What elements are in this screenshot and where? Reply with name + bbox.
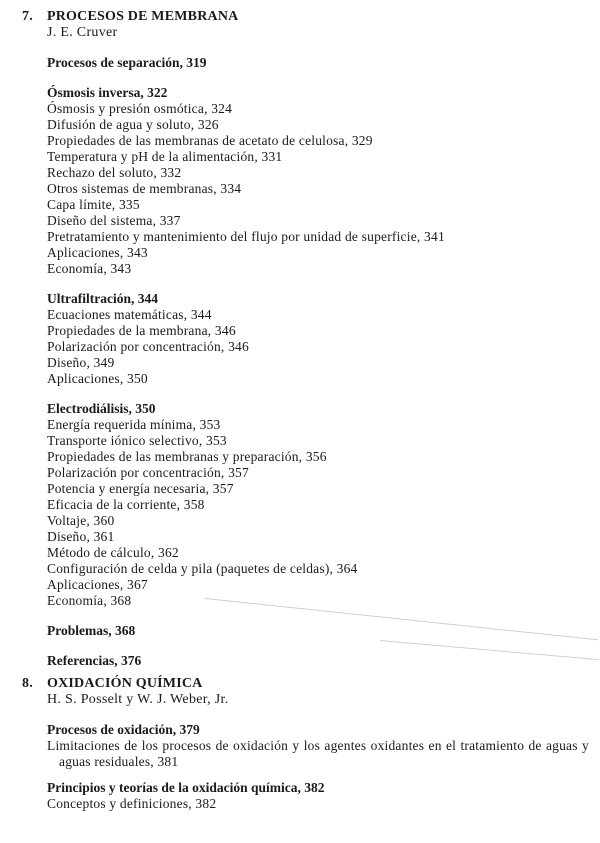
chapter-7 bbox=[22, 9, 582, 669]
toc-entry: Pretratamiento y mantenimiento del flujo por unidad de superficie, 341 bbox=[47, 229, 445, 244]
toc-entry: Conceptos y definiciones, 382 bbox=[47, 796, 217, 811]
section-procesos-separacion bbox=[47, 55, 582, 71]
chapter-title: PROCESOS DE MEMBRANA bbox=[47, 9, 239, 24]
section-problemas bbox=[47, 623, 582, 639]
toc-entry: Difusión de agua y soluto, 326 bbox=[47, 117, 219, 132]
chapter-number: 8. bbox=[22, 676, 33, 691]
toc-entry: Limitaciones de los procesos de oxidación y los agentes oxidantes en el tratamiento de aguas y aguas residuales, 381 bbox=[47, 738, 589, 769]
toc-entry: Temperatura y pH de la alimentación, 331 bbox=[47, 149, 283, 164]
section-electrodialisis bbox=[47, 401, 582, 609]
section-heading: Ultrafiltración, 344 bbox=[47, 291, 158, 306]
toc-entry: Propiedades de las membranas y preparación, 356 bbox=[47, 449, 327, 464]
toc-entry: Rechazo del soluto, 332 bbox=[47, 165, 182, 180]
chapter-8 bbox=[22, 676, 589, 812]
toc-entry: Potencia y energía necesaria, 357 bbox=[47, 481, 234, 496]
section-referencias bbox=[47, 653, 582, 669]
section-heading: Electrodiálisis, 350 bbox=[47, 401, 156, 416]
toc-entry: Diseño, 349 bbox=[47, 355, 115, 370]
toc-entry: Eficacia de la corriente, 358 bbox=[47, 497, 205, 512]
toc-entry: Propiedades de las membranas de acetato de celulosa, 329 bbox=[47, 133, 373, 148]
section-heading: Principios y teorías de la oxidación química, 382 bbox=[47, 780, 325, 795]
toc-entry: Polarización por concentración, 346 bbox=[47, 339, 249, 354]
section-osmosis-inversa bbox=[47, 85, 582, 277]
section-heading: Procesos de separación, 319 bbox=[47, 55, 207, 70]
toc-entry: Energía requerida mínima, 353 bbox=[47, 417, 221, 432]
chapter-author: H. S. Posselt y W. J. Weber, Jr. bbox=[47, 692, 229, 707]
toc-entry: Voltaje, 360 bbox=[47, 513, 115, 528]
section-procesos-oxidacion bbox=[47, 722, 589, 770]
toc-entry: Método de cálculo, 362 bbox=[47, 545, 179, 560]
toc-entry: Aplicaciones, 343 bbox=[47, 245, 148, 260]
section-heading: Ósmosis inversa, 322 bbox=[47, 85, 168, 100]
toc-entry: Propiedades de la membrana, 346 bbox=[47, 323, 236, 338]
toc-entry: Capa límite, 335 bbox=[47, 197, 140, 212]
section-ultrafiltracion bbox=[47, 291, 582, 387]
toc-entry: Diseño del sistema, 337 bbox=[47, 213, 181, 228]
toc-entry: Ecuaciones matemáticas, 344 bbox=[47, 307, 212, 322]
toc-entry: Otros sistemas de membranas, 334 bbox=[47, 181, 242, 196]
chapter-header bbox=[22, 676, 582, 692]
toc-entry: Diseño, 361 bbox=[47, 529, 115, 544]
chapter-author: J. E. Cruver bbox=[47, 25, 118, 40]
chapter-number: 7. bbox=[22, 9, 33, 24]
section-heading: Problemas, 368 bbox=[47, 623, 136, 638]
toc-entry: Aplicaciones, 350 bbox=[47, 371, 148, 386]
section-principios-oxidacion bbox=[47, 780, 582, 812]
section-heading: Referencias, 376 bbox=[47, 653, 142, 668]
toc-entry: Configuración de celda y pila (paquetes de celdas), 364 bbox=[47, 561, 358, 576]
toc-entry: Ósmosis y presión osmótica, 324 bbox=[47, 101, 233, 116]
chapter-header bbox=[22, 9, 582, 25]
toc-entry: Transporte iónico selectivo, 353 bbox=[47, 433, 227, 448]
toc-entry: Economía, 368 bbox=[47, 593, 132, 608]
chapter-title: OXIDACIÓN QUÍMICA bbox=[47, 676, 203, 691]
toc-entry: Polarización por concentración, 357 bbox=[47, 465, 249, 480]
toc-entry: Aplicaciones, 367 bbox=[47, 577, 148, 592]
toc-entry: Economía, 343 bbox=[47, 261, 132, 276]
section-heading: Procesos de oxidación, 379 bbox=[47, 722, 200, 737]
